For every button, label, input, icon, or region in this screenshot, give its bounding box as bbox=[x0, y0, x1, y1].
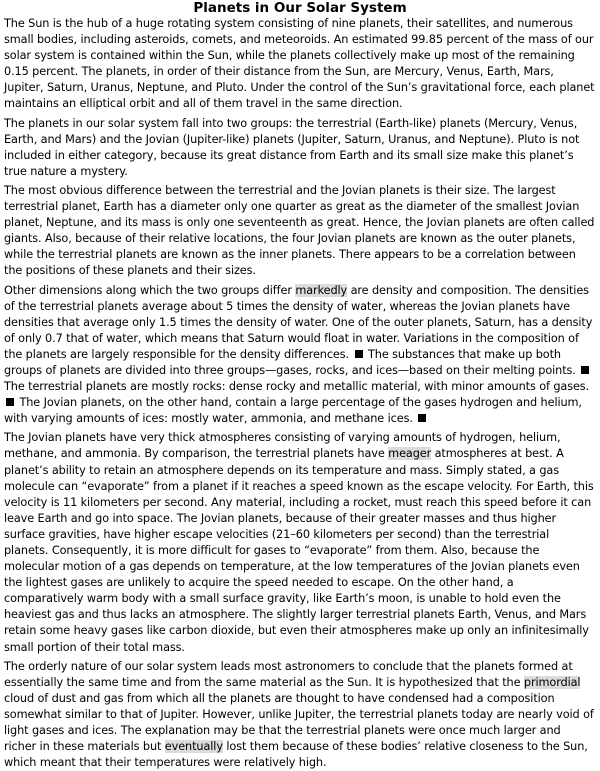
paragraph-6-text-a: The orderly nature of our solar system leads most astronomers to conclude that the planets formed at essentially the same time and from the same material as the Sun. It is hypothesized that the bbox=[4, 659, 573, 689]
paragraph-6-text-b: cloud of dust and gas from which all the planets are thought to have condensed had a composition somewhat similar to that of Jupiter. However, unlike Jupiter, the terrestrial planets today are nearly void of light gases and ices. The explanation may be that the terrestrial planets were once much larger and richer in these materials but bbox=[4, 691, 594, 754]
highlighted-word-markedly[interactable]: markedly bbox=[295, 283, 348, 297]
paragraph-6-text-c: lost them because of these bodies’ relative closeness to the Sun, which meant that their temperatures were relatively high. bbox=[4, 740, 588, 770]
highlighted-word-meager[interactable]: meager bbox=[388, 447, 432, 461]
paragraph-4 bbox=[4, 283, 596, 428]
insertion-square-2[interactable] bbox=[581, 366, 589, 374]
paragraph-6 bbox=[4, 659, 596, 771]
paragraph-4-text-b: are density and composition. The densities of the terrestrial planets average about 5 times the density of water, whereas the Jovian planets have densities that average only 1.5 times the density of water. One of the outer planets, Saturn, has a density of only 0.7 that of water, which means that Saturn would float in water. Variations in the composition of the planets are largely responsible for the density differences. bbox=[4, 283, 593, 361]
insertion-square-3[interactable] bbox=[6, 398, 14, 406]
paragraph-4-text-c: The substances that make up both groups of planets are divided into three groups—gases, rocks, and ices—based on their melting points. bbox=[4, 347, 576, 377]
paragraph-5-text-b: atmospheres at best. A planet’s ability to retain an atmosphere depends on its temperature and mass. Simply stated, a gas molecule can “evaporate” from a planet if it reaches a speed known as the escape velocity. For Earth, this velocity is 11 kilometers per second. Any material, including a rocket, must reach this speed before it can leave Earth and go into space. The Jovian planets, because of their greater masses and thus higher surface gravities, have higher escape velocities (21–60 kilometers per second) than the terrestrial planets. Consequently, it is more difficult for gases to “evaporate” from them. Also, because the molecular motion of a gas depends on temperature, at the low temperatures of the Jovian planets even the lightest gases are unlikely to acquire the speed needed to escape. On the other hand, a comparatively warm body with a small surface gravity, like Earth’s moon, is unable to hold even the heaviest gas and thus lacks an atmosphere. The slightly larger terrestrial planets Earth, Venus, and Mars retain some heavy gases like carbon dioxide, but even their atmospheres make up only an infinitesimally small portion of their total mass. bbox=[4, 447, 594, 654]
highlighted-word-primordial[interactable]: primordial bbox=[523, 675, 581, 689]
paragraph-2: The planets in our solar system fall into two groups: the terrestrial (Earth-like) planets (Mercury, Venus, Earth, and Mars) and the Jovian (Jupiter-like) planets (Jupiter, Saturn, Uranus, and Neptune). Pluto is not included in either category, because its great distance from Earth and its small size make this planet’s true nature a mystery. bbox=[4, 116, 580, 178]
paragraph-5-text-a: The Jovian planets have very thick atmospheres consisting of varying amounts of hydrogen, helium, methane, and ammonia. By comparison, the terrestrial planets have bbox=[4, 431, 561, 461]
paragraph-5 bbox=[4, 430, 596, 655]
passage-title: Planets in Our Solar System bbox=[193, 0, 407, 16]
paragraph-4-text-d: The terrestrial planets are mostly rocks: dense rocky and metallic material, with minor amounts of gases. bbox=[4, 380, 590, 394]
paragraph-3: The most obvious difference between the terrestrial and the Jovian planets is their size. The largest terrestrial planet, Earth has a diameter only one quarter as great as the diameter of the smallest Jovian planet, Neptune, and its mass is only one seventeenth as great. Hence, the Jovian planets are often called giants. Also, because of their relative locations, the four Jovian planets are known as the outer planets, while the terrestrial planets are known as the inner planets. There appears to be a correlation between the positions of these planets and their sizes. bbox=[4, 183, 595, 278]
insertion-square-1[interactable] bbox=[355, 350, 363, 358]
paragraph-1: The Sun is the hub of a huge rotating system consisting of nine planets, their satellites, and numerous small bodies, including asteroids, comets, and meteoroids. An estimated 99.85 percent of the mass of our solar system is contained within the Sun, while the planets collectively make up most of the remaining 0.15 percent. The planets, in order of their distance from the Sun, are Mercury, Venus, Earth, Mars, Jupiter, Saturn, Uranus, Neptune, and Pluto. Under the control of the Sun’s gravitational force, each planet maintains an elliptical orbit and all of them travel in the same direction. bbox=[4, 17, 595, 111]
insertion-square-4[interactable] bbox=[418, 414, 426, 422]
paragraph-4-text-e: The Jovian planets, on the other hand, contain a large percentage of the gases hydrogen and helium, with varying amounts of ices: mostly water, ammonia, and methane ices. bbox=[4, 396, 582, 426]
paragraph-4-text-a: Other dimensions along which the two groups differ bbox=[4, 283, 296, 297]
highlighted-word-eventually[interactable]: eventually bbox=[164, 740, 223, 754]
